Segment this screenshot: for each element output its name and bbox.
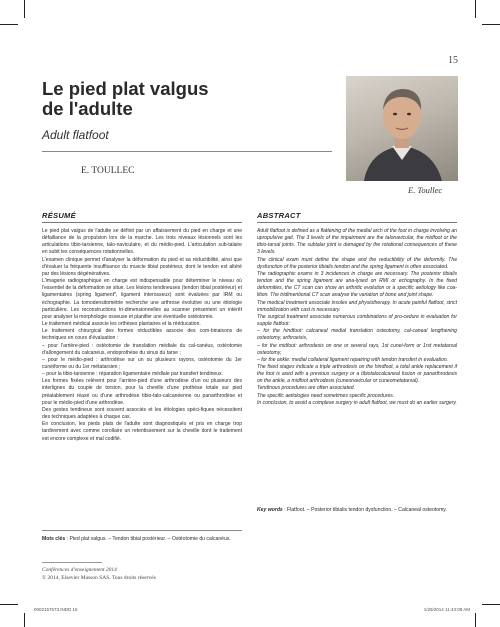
article-subtitle: Adult flatfoot: [42, 128, 109, 142]
abstract-keywords: [257, 507, 457, 514]
abstract-paragraph: Adult flatfoot is defined as a flattening of the medial arch of the foot in charge involving an upropulsive gait. The 3 levels of the impairment are the talonavicular, the midfoot or the tibio-tarsal joints. The subtalar joint is damaged by the rotational consequences of these 3 levels.: [257, 228, 457, 256]
resume-paragraph: Le traitement chirurgical des formes réductibles associe des com-binaisons de techniques en cours d'évaluation :: [42, 328, 242, 342]
resume-keywords: [42, 536, 242, 543]
abstract-paragraph: – for the midfoot: arthrodesis on one or several rays, 1st cunei-form or 1rst metatarsal osteotomy,: [257, 342, 457, 356]
crop-mark: [24, 0, 25, 18]
author-name: E. TOULLEC: [81, 166, 135, 176]
file-slug: 0002157573.INDD 15: [34, 607, 78, 612]
resume-heading: RÉSUMÉ: [42, 211, 76, 220]
resume-paragraph: – pour le médio-pied : arthrodèse sur un ou plusieurs rayons, ostéotomie du 1er cunéiforme ou du 1er métatarsien ;: [42, 356, 242, 370]
keywords-label: Mots clés: [42, 536, 66, 542]
abstract-heading: ABSTRACT: [257, 211, 301, 220]
keywords-text: : Flatfoot. – Posterior tibialis tendon dysfunction. – Calcaneal osteotomy.: [284, 507, 447, 513]
footer-divider: [42, 562, 102, 563]
abstract-paragraph: Tendinous procedures are often associated.: [257, 385, 356, 392]
title-line-1: Le pied plat valgus: [42, 78, 209, 99]
abstract-paragraph: The specific aetiologies need sometimes specific procedures.: [257, 392, 395, 399]
abstract-paragraph: – for the ankle: medial collateral ligament repairing with tendon transfert in evaluation.: [257, 356, 449, 363]
journal-name: Conférences d'enseignement 2014: [42, 567, 117, 573]
resume-paragraph: L'examen clinique permet d'analyser la déformation du pied et sa réductibilité, ainsi que d'évaluer la fréquente insuffisance du muscle tibial postérieur, dont le tendon est altéré par des lésions dégénératives.: [42, 256, 242, 277]
photo-caption: E. Toullec: [408, 185, 443, 195]
crop-mark: [24, 613, 25, 627]
copyright: © 2014, Elsevier Masson SAS. Tous droits réservés: [42, 575, 156, 581]
title-divider: [42, 151, 332, 152]
abstract-paragraph: The surgical treatment associate numerous combinations of pro-cedure in evaluation for supple flatfoot:: [257, 313, 457, 328]
crop-mark: [475, 613, 476, 627]
author-photo: [346, 76, 458, 181]
crop-mark: [0, 604, 18, 605]
abstract-body: [257, 228, 457, 407]
resume-paragraph: En conclusion, les pieds plats de l'adulte sont diagnostiqués et pris en charge trop tardivement avec comme corollaire un retentissement sur la cheville dont le traitement est encore complexe et mal codifié.: [42, 421, 242, 442]
keywords-text: : Pied plat valgus. – Tendon tibial postérieur. – Ostéotomie du calcanéus.: [66, 536, 231, 542]
abstract-paragraph: The radiographic exams in 3 incidences in charge are necessary. The posterior tibialis tendon and the spring ligament are ana-lysed on RMI or echography. In the fixed deformities, the CT scan can show an arthritic evolution or a specific aetiology like coa-lition. The tridimentional CT scan analyse the variation of bone and joint shape.: [257, 270, 457, 299]
abstract-paragraph: The clinical exam must define the shape and the reductibility of the deformity. The dysfunction of the posterior tibialis tendon and the spring ligament is often associated.: [257, 256, 457, 270]
abstract-divider: [257, 222, 457, 223]
abstract-paragraph: In conclusion, to avoid a complexe surgery in adult flatfoot, we must do an earlier surgery.: [257, 399, 457, 406]
crop-mark: [482, 604, 500, 605]
keywords-label: Key words: [257, 507, 283, 513]
page-number: 15: [448, 55, 458, 66]
abstract-paragraph: The medical treatment associate insoles and physiotherapy. In acute painful flatfoot, strict immobilization with cast is necessary.: [257, 299, 457, 313]
article-title: [42, 79, 209, 119]
resume-paragraph: – pour l'arrière-pied : ostéotomie de translation médiale du cal-canéus, ostéotomie d'allongement du calcanéus, endoprothèse du sinus du tarse ;: [42, 342, 242, 356]
resume-body: [42, 228, 242, 443]
resume-paragraph: Des gestes tendineux sont souvent associés et les étiologies spéci-fiques nécessitent des techniques adaptées à chaque cas.: [42, 406, 242, 421]
crop-mark: [475, 0, 476, 18]
resume-paragraph: Le pied plat valgus de l'adulte se définit par un affaissement du pied en charge et une défaillance de la propulsion lors de la marche. Les trois niveaux lésionnels sont les articulations tibio-tarsienne, talo-naviculaire, et du médio-pied. L'articulation sub-talaire en subit les conséquences rotationnelles.: [42, 228, 242, 256]
date-slug: 1/29/2014 11:43:08 AM: [423, 607, 470, 612]
abstract-paragraph: – for the hindfoot: calcaneal medial translation osteotomy, cal-caneal lengthening osteotomy, arthroeisis,: [257, 328, 457, 342]
title-line-2: de l'adulte: [42, 98, 133, 119]
resume-paragraph: L'imagerie radiographique en charge est indispensable pour déterminer le niveau où l'essentiel de la déformation se situe. Les lésions tendineuses (tendon tibial postérieur) et ligamentaires (spring ligament*, ligament interosseux) sont évaluées par IRM ou échographie. La tomodensitométrie recherche une arthrose évolutive ou une étiologie particulière. Les reconstructions tri-dimensionnelles au scanner présentent un intérêt pour analyser la morphologie osseuse et planifier une éventuelle ostéotomie.: [42, 278, 242, 320]
crop-mark: [482, 24, 500, 25]
crop-mark: [0, 24, 18, 25]
abstract-paragraph: The fixed stages indicate a triple arthrodesis on the hindfoot, a total ankle replacement if the foot is axed with a previous surgery or a tibiotalocalcaneal fusion or panarthrodesis on the ankle, a midfoot arthrodesis (cuneonavicular or cuneometatarsal).: [257, 363, 457, 385]
resume-paragraph: – pour la tibio-tarsienne : réparation ligamentaire médiale par transfert tendineux.: [42, 371, 223, 378]
keywords-divider: [42, 530, 242, 531]
footer: [42, 566, 156, 582]
resume-paragraph: Le traitement médical associe les orthèses plantaires et la rééducation.: [42, 321, 201, 328]
resume-paragraph: Les formes fixées relèvent pour l'arrière-pied d'une arthrodèse d'un ou plusieurs des interlignes du couple de torsion, pour la cheville d'une prothèse totale sur pied préalablement réaxé ou d'une arthrodèse tibio-talo-calcanéenne ou panarthrodèse et pour le médio-pied d'une arthrodèse.: [42, 378, 242, 406]
resume-divider: [42, 222, 242, 223]
